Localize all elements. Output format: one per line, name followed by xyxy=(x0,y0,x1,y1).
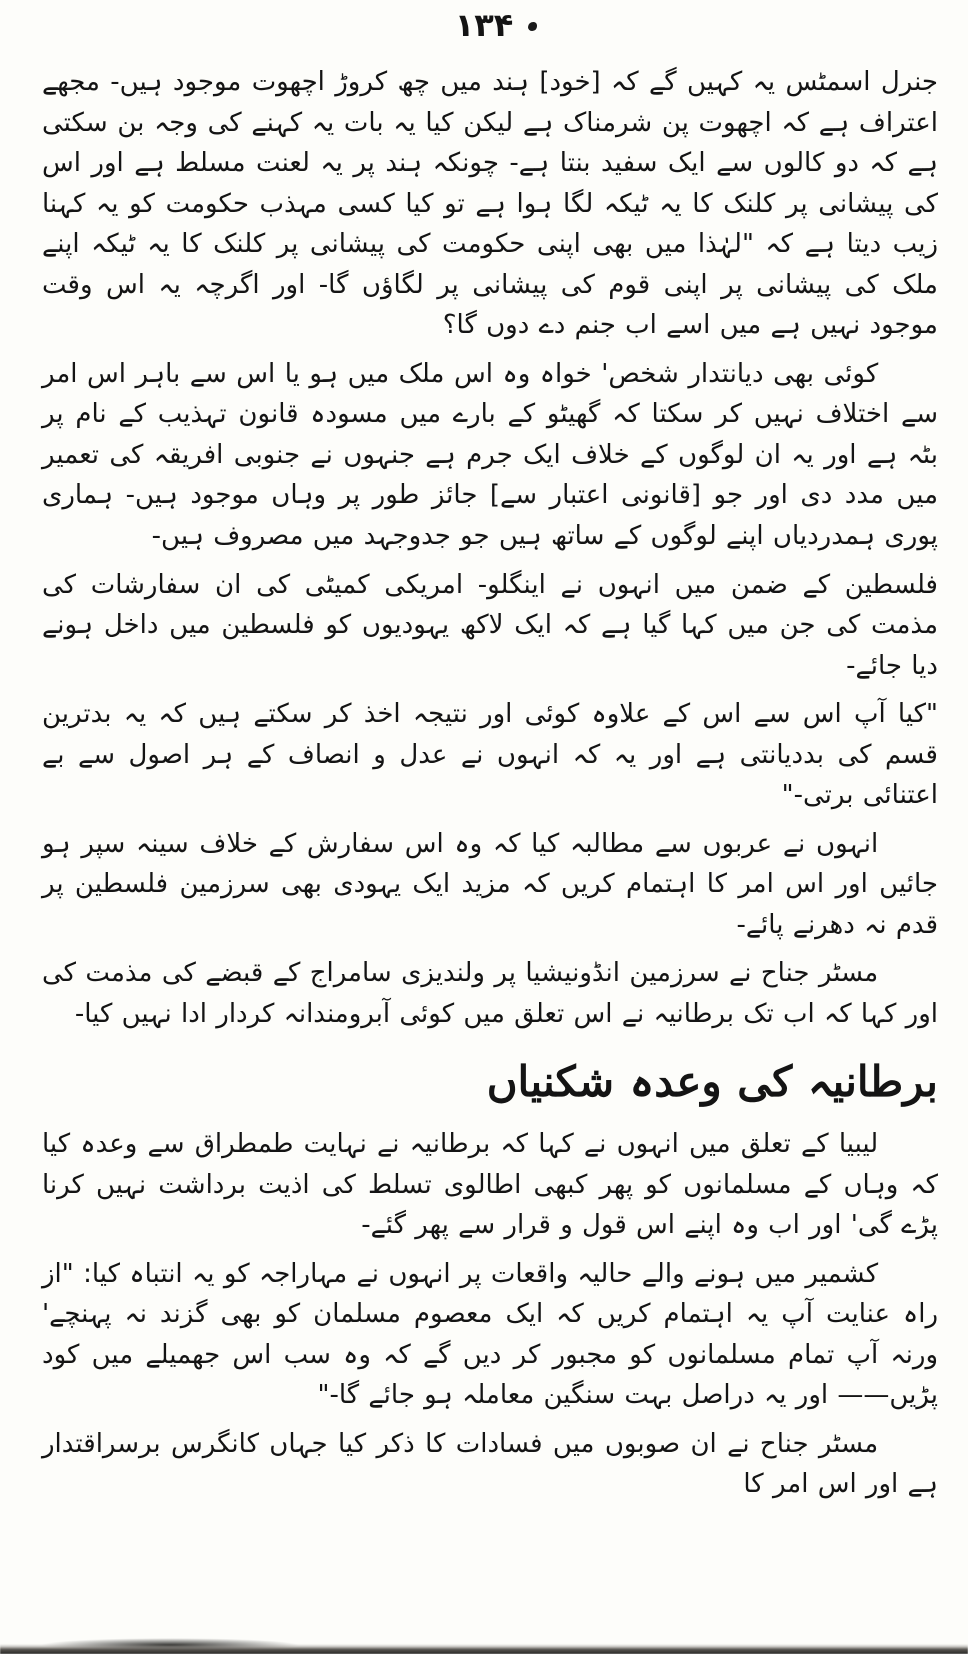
paragraph-quote: "کیا آپ اس سے اس کے علاوہ کوئی اور نتیجہ اخذ کر سکتے ہیں کہ یہ بدترین قسم کی بددیانتی ہے اور یہ کہ انہوں نے عدل و انصاف کے ہر اصول سے بے اعتنائی برتی-" xyxy=(42,699,938,811)
paragraph: مسٹر جناح نے ان صوبوں میں فسادات کا ذکر کیا جہاں کانگرس برسراقتدار ہے اور اس امر کا xyxy=(42,1428,938,1500)
paragraph: کشمیر میں ہونے والے حالیہ واقعات پر انہوں نے مہاراجہ کو یہ انتباہ کیا: "از راہ عنایت آپ یہ اہتمام کریں کہ ایک معصوم مسلمان کو بھی گزند نہ پہنچے' ورنہ آپ تمام مسلمانوں کو مجبور کر دیں گے کہ وہ سب اس جھمیلے میں کود پڑیں—— اور یہ دراصل بہت سنگین معاملہ ہو جائے گا-" xyxy=(42,1258,938,1411)
paragraph: جنرل اسمٹس یہ کہیں گے کہ [خود] ہند میں چھ کروڑ اچھوت موجود ہیں- مجھے اعتراف ہے کہ اچھوت پن شرمناک ہے لیکن کیا یہ بات یہ کہنے کی وجہ بن سکتی ہے کہ دو کالوں سے ایک سفید بنتا ہے- چونکہ ہند پر یہ لعنت مسلط ہے اور اس کی پیشانی پر کلنک کا یہ ٹیکہ لگا ہوا ہے تو کیا کسی مہذب حکومت کو یہ کہنا زیب دیتا ہے کہ "لہٰذا میں بھی اپنی حکومت کی پیشانی پر کلنک کا یہ ٹیکہ اپنے ملک کی پیشانی پر اپنی قوم کی پیشانی پر لگاؤں گا- اور اگرچہ یہ اس وقت موجود نہیں ہے میں اسے اب جنم دے دوں گا؟ xyxy=(42,67,938,341)
paragraph: لیبیا کے تعلق میں انہوں نے کہا کہ برطانیہ نے نہایت طمطراق سے وعدہ کیا کہ وہاں کے مسلمانوں کو پھر کبھی اطالوی تسلط کی اذیت برداشت نہیں کرنا پڑے گی' اور اب وہ اپنے اس قول و قرار سے پھر گئے- xyxy=(42,1129,938,1241)
paragraph: مسٹر جناح نے سرزمین انڈونیشیا پر ولندیزی سامراج کے قبضے کی مذمت کی اور کہا کہ اب تک برطانیہ نے اس تعلق میں کوئی آبرومندانہ کردار ادا نہیں کیا- xyxy=(42,958,938,1030)
scan-edge-artifact xyxy=(0,1644,968,1654)
ink-spot-artifact xyxy=(528,22,537,31)
page-header xyxy=(0,0,968,54)
page-number: ۱۳۴ xyxy=(454,6,514,44)
section-heading: برطانیہ کی وعدہ شکنیاں xyxy=(486,1056,938,1106)
paragraph: فلسطین کے ضمن میں انہوں نے اینگلو- امریکی کمیٹی کی ان سفارشات کی مذمت کی جن میں کہا گیا ہے کہ ایک لاکھ یہودیوں کو فلسطین میں داخل ہونے دیا جائے- xyxy=(42,569,938,681)
paragraph: انہوں نے عربوں سے مطالبہ کیا کہ وہ اس سفارش کے خلاف سینہ سپر ہو جائیں اور اس امر کا اہتمام کریں کہ مزید ایک یہودی بھی سرزمین فلسطین پر قدم نہ دھرنے پائے- xyxy=(42,828,938,940)
page-text-block xyxy=(0,54,968,1505)
paragraph: کوئی بھی دیانتدار شخص' خواہ وہ اس ملک میں ہو یا اس سے باہر اس امر سے اختلاف نہیں کر سکتا کہ گھیٹو کے بارے میں مسودہ قانون تہذیب کے نام پر بٹہ ہے اور یہ ان لوگوں کے خلاف ایک جرم ہے جنہوں نے جنوبی افریقہ کی تعمیر میں مدد دی اور جو [قانونی اعتبار سے] جائز طور پر وہاں موجود ہیں- ہماری پوری ہمدردیاں اپنے لوگوں کے ساتھ ہیں جو جدوجہد میں مصروف ہیں- xyxy=(42,358,938,552)
